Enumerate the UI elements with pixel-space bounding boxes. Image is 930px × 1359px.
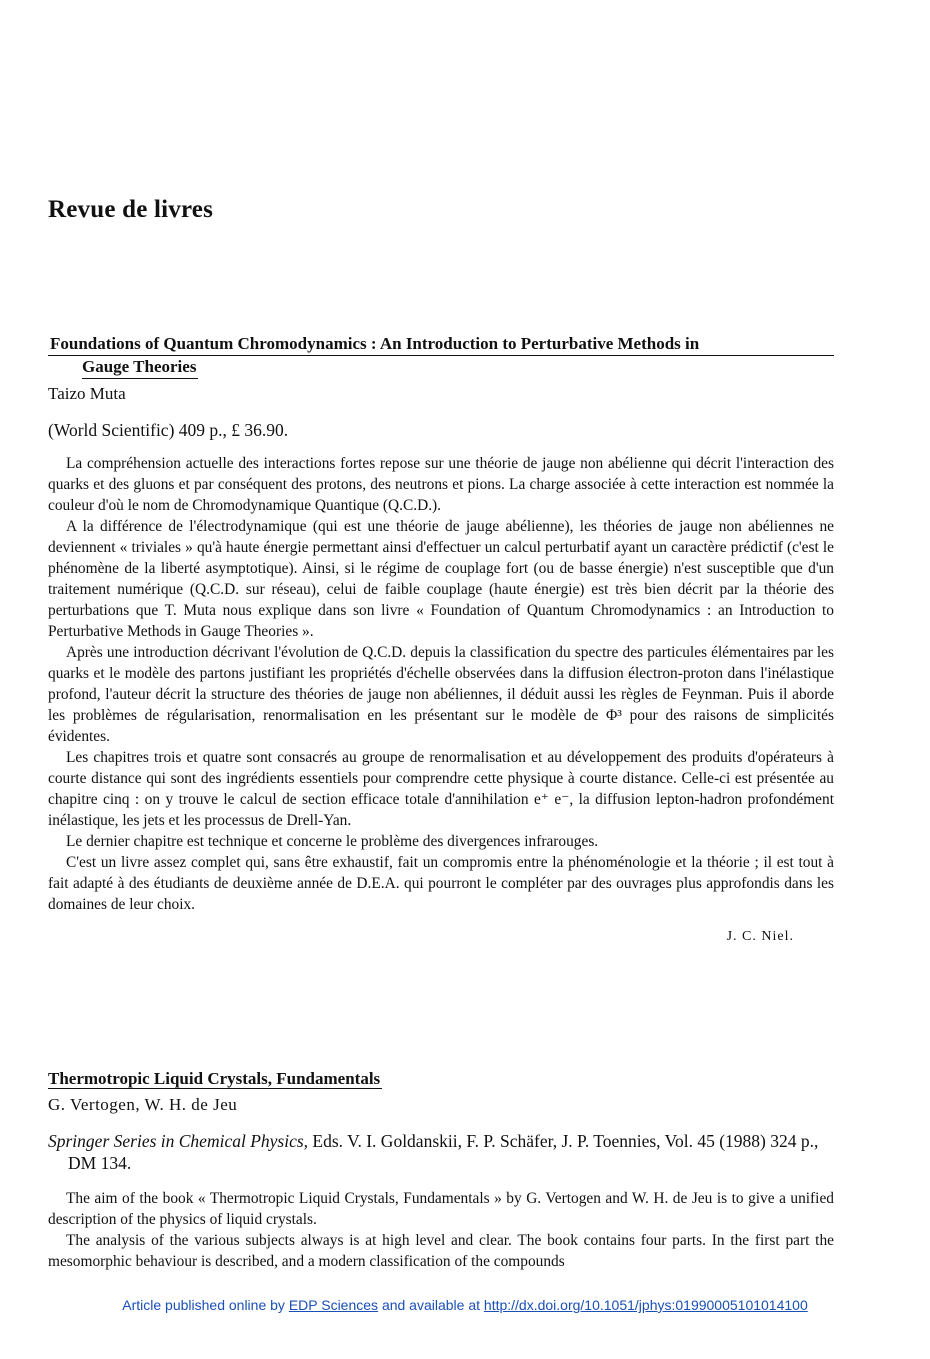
book-title [48, 1068, 834, 1090]
book-review-liquid-crystals [48, 1068, 834, 1272]
footer-middle: and available at [381, 1297, 481, 1313]
edp-sciences-link[interactable]: EDP Sciences [288, 1297, 379, 1313]
doi-link[interactable]: http://dx.doi.org/10.1051/jphys:01990005101014100 [483, 1297, 808, 1313]
review-paragraph: The aim of the book « Thermotropic Liquid Crystals, Fundamentals » by G. Vertogen and W. H. de Jeu is to give a unified description of the physics of liquid crystals. [48, 1190, 834, 1228]
reviewer-signature: J. C. Niel. [726, 929, 794, 944]
review-paragraph: A la différence de l'électrodynamique (qui est une théorie de jauge abélienne), les théories de jauge non abéliennes ne deviennent « triviales » qu'à haute énergie permettant ainsi d'effectuer un calcul perturbatif ayant un caractère prédictif (c'est le phénomène de la liberté asymptotique). Ainsi, si le régime de couplage fort (ou de basse énergie) n'est susceptible que d'un traitement numérique (Q.C.D. sur réseau), celui de faible couplage (haute énergie) est très bien décrit par la théorie des perturbations que T. Muta nous explique dans son livre « Foundation of Quantum Chromodynamics : an Introduction to Perturbative Methods in Gauge Theories ». [48, 518, 834, 640]
series-name: Springer Series in Chemical Physics, [48, 1131, 309, 1151]
publisher-details: Eds. V. I. Goldanskii, F. P. Schäfer, J. P. Toennies, Vol. 45 (1988) 324 p., DM 134. [68, 1131, 819, 1173]
publisher-info [48, 1130, 834, 1174]
section-title: Revue de livres [48, 196, 214, 223]
publication-footer [0, 1297, 930, 1313]
review-paragraph: The analysis of the various subjects always is at high level and clear. The book contains four parts. In the first part the mesomorphic behaviour is described, and a modern classification of the compounds [48, 1232, 834, 1270]
footer-prefix: Article published online by [122, 1297, 285, 1313]
book-title-line-2: Gauge Theories [82, 356, 198, 379]
review-paragraph: Les chapitres trois et quatre sont consacrés au groupe de renormalisation et au développement des produits d'opérateurs à courte distance qui sont des ingrédients essentiels pour comprendre cette physique à courte distance. Celle-ci est présentée au chapitre cinq : on y trouve le calcul de section efficace totale d'annihilation e⁺ e⁻, la diffusion lepton-hadron profondément inélastique, les jets et les processus de Drell-Yan. [48, 749, 834, 829]
review-paragraph: C'est un livre assez complet qui, sans être exhaustif, fait un compromis entre la phénoménologie et la théorie ; il est tout à fait adapté à des étudiants de deuxième année de D.E.A. qui pourront le compléter par des ouvrages plus approfondis dans les domaines de leur choix. [48, 854, 834, 913]
book-authors: G. Vertogen, W. H. de Jeu [48, 1095, 238, 1114]
review-paragraph: La compréhension actuelle des interactions fortes repose sur une théorie de jauge non abélienne qui décrit l'interaction des quarks et des gluons et par conséquent des protons, des neutrons et pions. La charge associée à cette interaction est nommée la couleur d'où le nom de Chromodynamique Quantique (Q.C.D.). [48, 455, 834, 514]
book-title-line-1: Foundations of Quantum Chromodynamics : An Introduction to Perturbative Methods in [48, 333, 834, 356]
review-paragraph: Après une introduction décrivant l'évolution de Q.C.D. depuis la classification du spectre des particules élémentaires par les quarks et le modèle des partons justifiant les propriétés d'échelle observées dans la diffusion électron-proton dans l'inélastique profond, l'auteur décrit la structure des théories de jauge non abéliennes, il déduit aussi les règles de Feynman. Puis il aborde les problèmes de régularisation, renormalisation en les présentant sur le modèle de Φ³ pour des raisons de simplicités évidentes. [48, 644, 834, 745]
book-title-line-1: Thermotropic Liquid Crystals, Fundamentals [48, 1069, 381, 1088]
review-body [48, 1188, 834, 1272]
review-paragraph: Le dernier chapitre est technique et concerne le problème des divergences infrarouges. [66, 833, 599, 850]
book-review-qcd [48, 333, 834, 945]
review-body [48, 453, 834, 915]
book-title [48, 333, 834, 379]
publisher-info: (World Scientific) 409 p., £ 36.90. [48, 420, 289, 440]
book-author: Taizo Muta [48, 384, 126, 403]
